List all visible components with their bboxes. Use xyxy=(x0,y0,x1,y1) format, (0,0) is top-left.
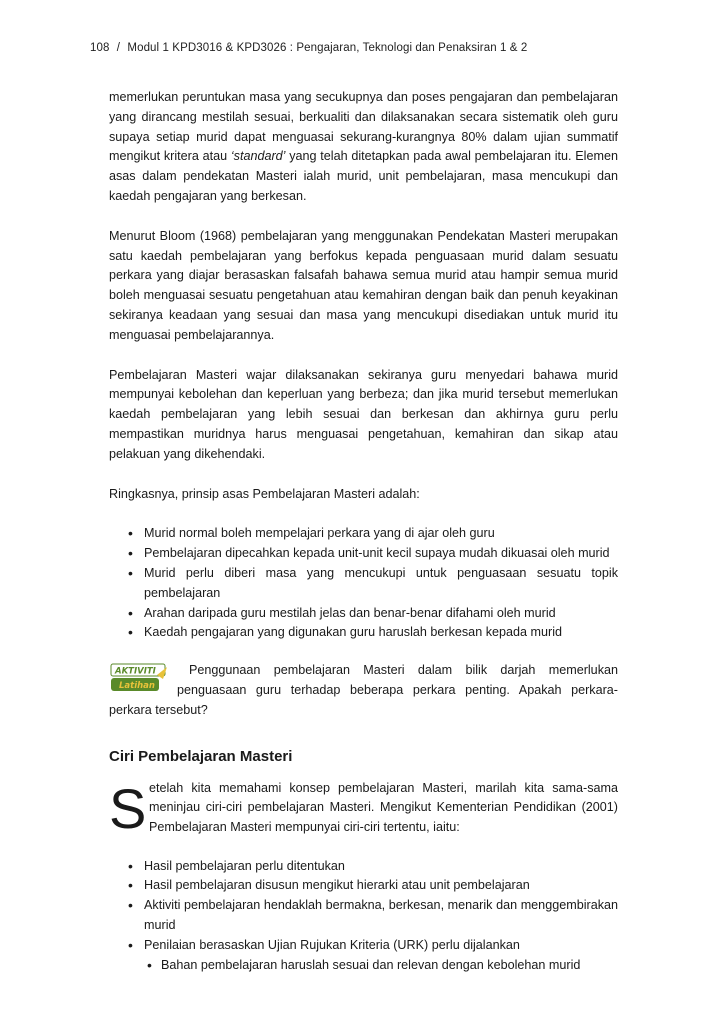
page-header xyxy=(90,42,527,54)
section-heading: Ciri Pembelajaran Masteri xyxy=(109,747,293,765)
paragraph-bloom: Menurut Bloom (1968) pembelajaran yang menggunakan Pendekatan Masteri merupakan satu kaedah pembelajaran yang berfokus kepada penguasaan murid dalam sesuatu perkara yang diajar berasaskan falsafah bahawa semua murid atau hampir semua murid boleh menguasai sesuatu pengetahuan atau kemahiran dengan baik dan penuh keyakinan sekiranya keadaan yang sesuai dan masa yang mencukupi disediakan untuk murid itu menguasai pembelajarannya. xyxy=(109,228,618,342)
section-intro-text: etelah kita memahami konsep pembelajaran Masteri, marilah kita sama-sama meninjau ciri-ciri pembelajaran Masteri. Mengikut Kementerian Pendidikan (2001) Pembelajaran Masteri mempunyai ciri-ciri tertentu, iaitu: xyxy=(149,780,618,835)
activity-question: Penggunaan pembelajaran Masteri dalam bilik darjah memerlukan penguasaan guru terhadap beberapa perkara penting. Apakah perkara-perkara tersebut? xyxy=(109,663,618,717)
list-item: • Arahan daripada guru mestilah jelas dan benar-benar difahami oleh murid xyxy=(109,604,618,624)
dropcap-letter: S xyxy=(109,776,147,840)
module-title: Modul 1 KPD3016 & KPD3026 : Pengajaran, Teknologi dan Penaksiran 1 & 2 xyxy=(127,42,528,54)
activity-latihan-icon xyxy=(109,663,169,693)
list-item: • Hasil pembelajaran disusun mengikut hierarki atau unit pembelajaran xyxy=(109,876,618,896)
principles-list xyxy=(109,524,618,643)
svg-text:AKTIVITI: AKTIVITI xyxy=(115,666,156,677)
sub-characteristics-list xyxy=(109,956,618,976)
list-item: • Penilaian berasaskan Ujian Rujukan Kriteria (URK) perlu dijalankan xyxy=(109,936,618,956)
list-item: • Aktiviti pembelajaran hendaklah bermakna, berkesan, menarik dan menggembirakan murid xyxy=(109,896,618,936)
page-content xyxy=(109,88,618,975)
list-item: • Murid normal boleh mempelajari perkara yang di ajar oleh guru xyxy=(109,524,618,544)
activity-block xyxy=(109,661,618,720)
list-item: • Hasil pembelajaran perlu ditentukan xyxy=(109,857,618,877)
page-number: 108 xyxy=(90,42,110,54)
list-item: • Kaedah pengajaran yang digunakan guru haruslah berkesan kepada murid xyxy=(109,623,618,643)
paragraph-intro: memerlukan peruntukan masa yang secukupnya dan poses pengajaran dan pembelajaran yang dirancang mestilah sesuai, berkualiti dan dilaksanakan secara sistematik oleh guru supaya setiap murid dapat menguasai sekurang-kurangnya 80% dalam ujian summatif mengikut kritera atau ‘standard’ yang telah ditetapkan pada awal pembelajaran itu. Elemen asas dalam pendekatan Masteri ialah murid, unit pembelajaran, masa mencukupi dan kaedah pengajaran yang berkesan. xyxy=(109,90,618,203)
list-item: • Bahan pembelajaran haruslah sesuai dan relevan dengan kebolehan murid xyxy=(109,956,618,976)
standard-emphasis: ‘standard’ xyxy=(230,149,286,164)
section-intro xyxy=(109,776,618,843)
characteristics-list xyxy=(109,857,618,956)
paragraph-when: Pembelajaran Masteri wajar dilaksanakan sekiranya guru menyedari bahawa murid mempunyai kebolehan dan keperluan yang berbeza; dan jika murid tersebut memerlukan kaedah pembelajaran yang lebih sesuai dan berkesan dan akhirnya guru perlu mempastikan muridnya harus menguasai pengetahuan, kemahiran dan sikap atau pelakuan yang dikehendaki. xyxy=(109,367,618,461)
list-item: • Pembelajaran dipecahkan kepada unit-unit kecil supaya mudah dikuasai oleh murid xyxy=(109,544,618,564)
paragraph-summary: Ringkasnya, prinsip asas Pembelajaran Masteri adalah: xyxy=(109,486,420,501)
svg-text:Latihan: Latihan xyxy=(119,681,155,692)
list-item: • Murid perlu diberi masa yang mencukupi untuk penguasaan sesuatu topik pembelajaran xyxy=(109,564,618,604)
header-separator: / xyxy=(116,42,121,54)
